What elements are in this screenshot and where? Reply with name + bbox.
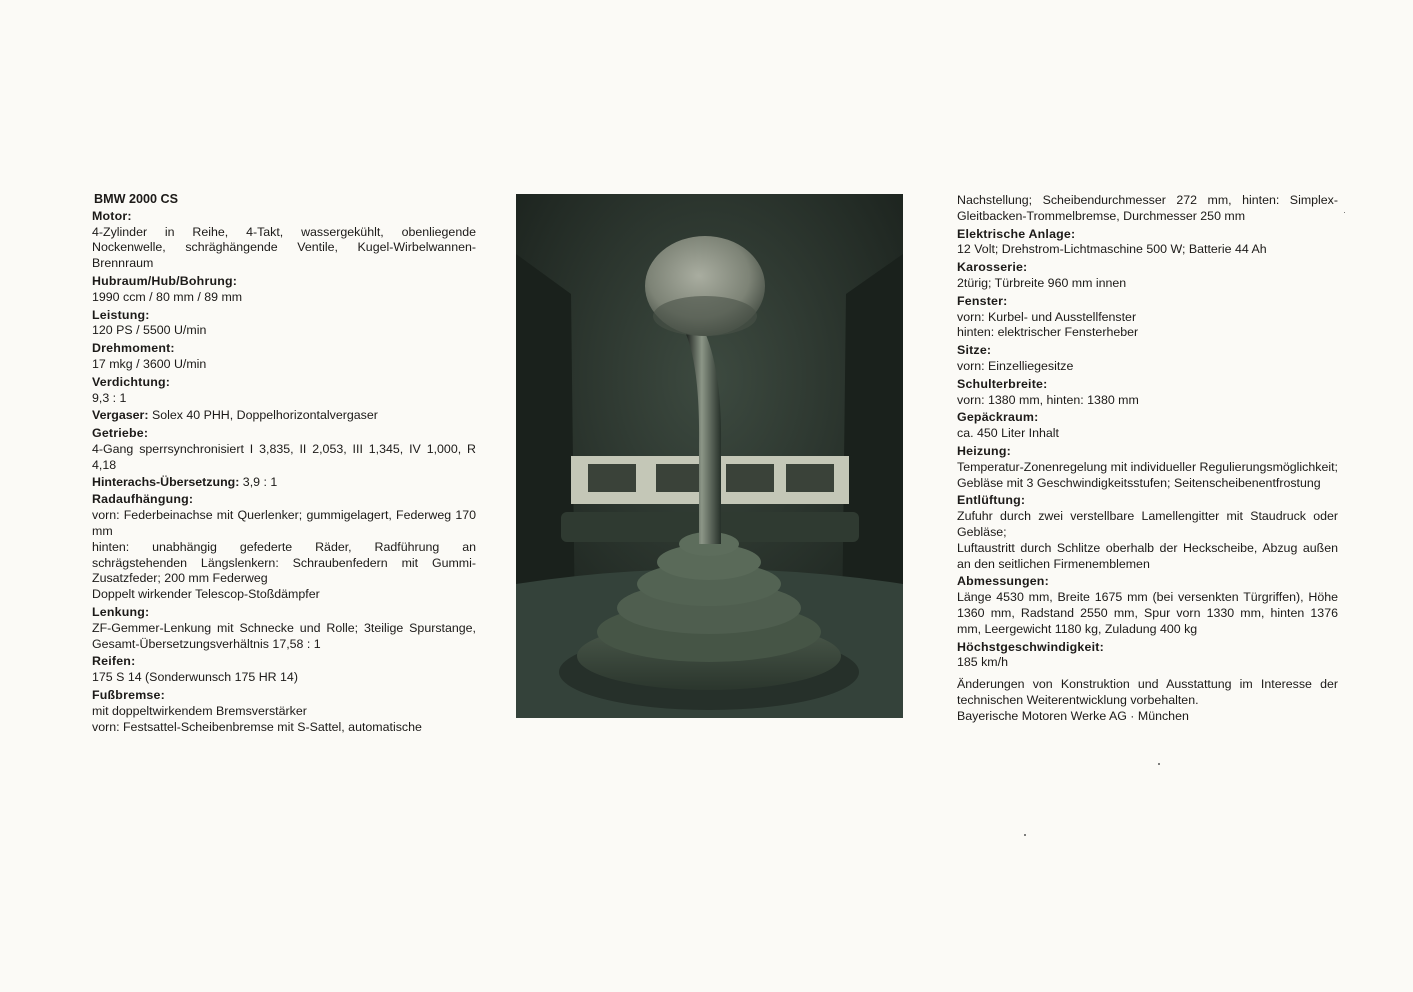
spec-text-entlueftung-austritt: Luftaustritt durch Schlitze oberhalb der Heckscheibe, Abzug außen an den seitlichen Firmenemblemen	[957, 540, 1338, 571]
spec-label-drehmoment: Drehmoment:	[92, 341, 175, 356]
spec-text-sitze: vorn: Einzelliegesitze	[957, 358, 1074, 373]
spec-label-motor: Motor:	[92, 208, 132, 223]
disclaimer-note: Änderungen von Konstruktion und Ausstattung im Interesse der technischen Weiterentwicklung vorbehalten.	[957, 677, 1338, 707]
spec-text-gepaeckraum: ca. 450 Liter Inhalt	[957, 426, 1059, 441]
spec-text-radaufhaengung-vorn: vorn: Federbeinachse mit Querlenker; gummigelagert, Federweg 170 mm	[92, 508, 476, 538]
paper-speck	[1344, 212, 1345, 213]
paper-speck	[1158, 763, 1160, 765]
gear-shift-illustration	[516, 194, 903, 718]
manufacturer-line: Bayerische Motoren Werke AG · München	[957, 708, 1189, 723]
spec-text-fussbremse-2: vorn: Festsattel-Scheibenbremse mit S-Sattel, automatische	[92, 719, 422, 734]
spec-label-gepaeckraum: Gepäckraum:	[957, 410, 1039, 425]
spec-text-leistung: 120 PS / 5500 U/min	[92, 323, 207, 338]
spec-text-fussbremse-cont: Nachstellung; Scheibendurchmesser 272 mm, hinten: Simplex-Gleitbacken-Trommelbremse, Durchmesser 250 mm	[957, 193, 1338, 223]
spec-text-motor: 4-Zylinder in Reihe, 4-Takt, wassergekühlt, obenliegende Nockenwelle, schräghängende Ventile, Kugel-Wirbelwannen-Brennraum	[92, 224, 476, 271]
spec-text-elektrik: 12 Volt; Drehstrom-Lichtmaschine 500 W; Batterie 44 Ah	[957, 242, 1267, 257]
spec-text-hoechstgeschwindigkeit: 185 km/h	[957, 655, 1008, 670]
spec-text-schulterbreite: vorn: 1380 mm, hinten: 1380 mm	[957, 392, 1139, 407]
page-title: BMW 2000 CS	[94, 192, 178, 206]
spec-text-hubraum: 1990 ccm / 80 mm / 89 mm	[92, 289, 243, 304]
spec-text-entlueftung-zufuhr: Zufuhr durch zwei verstellbare Lamellengitter mit Staudruck oder Gebläse;	[957, 509, 1338, 539]
spec-label-hoechstgeschwindigkeit: Höchstgeschwindigkeit:	[957, 639, 1104, 654]
spec-text-lenkung: ZF-Gemmer-Lenkung mit Schnecke und Rolle; 3teilige Spurstange, Gesamt-Übersetzungsverhältnis 17,58 : 1	[92, 620, 476, 651]
spec-label-abmessungen: Abmessungen:	[957, 574, 1049, 589]
spec-label-entlueftung: Entlüftung:	[957, 493, 1026, 508]
spec-text-abmessungen: Länge 4530 mm, Breite 1675 mm (bei versenkten Türgriffen), Höhe 1360 mm, Radstand 2550 mm, Spur vorn 1330 mm, hinten 1376 mm, Leergewicht 1180 kg, Zuladung 400 kg	[957, 590, 1338, 636]
spec-label-getriebe: Getriebe:	[92, 426, 149, 441]
spec-label-fenster: Fenster:	[957, 293, 1008, 308]
spec-text-fenster-hinten: hinten: elektrischer Fensterheber	[957, 325, 1139, 340]
spec-label-hinterachs: Hinterachs-Übersetzung:	[92, 474, 240, 489]
spec-label-leistung: Leistung:	[92, 307, 150, 322]
spec-text-verdichtung: 9,3 : 1	[92, 390, 127, 405]
spec-label-reifen: Reifen:	[92, 654, 136, 669]
spec-text-getriebe: 4-Gang sperrsynchronisiert I 3,835, II 2,053, III 1,345, IV 1,000, R 4,18	[92, 441, 476, 472]
spec-column-right	[957, 193, 1338, 725]
spec-label-elektrik: Elektrische Anlage:	[957, 226, 1076, 241]
spec-label-hubraum: Hubraum/Hub/Bohrung:	[92, 273, 238, 288]
spec-label-verdichtung: Verdichtung:	[92, 374, 171, 389]
spec-text-drehmoment: 17 mkg / 3600 U/min	[92, 356, 207, 371]
spec-row-vergaser	[92, 408, 476, 424]
spec-text-fussbremse-1: mit doppeltwirkendem Bremsverstärker	[92, 703, 307, 718]
spec-label-sitze: Sitze:	[957, 343, 992, 358]
spec-label-heizung: Heizung:	[957, 443, 1011, 458]
spec-text-fenster-vorn: vorn: Kurbel- und Ausstellfenster	[957, 309, 1137, 324]
gear-shift-lever-photo	[516, 194, 903, 718]
spec-text-hinterachs: 3,9 : 1	[242, 474, 278, 489]
spec-row-hinterachs	[92, 475, 476, 491]
spec-text-heizung: Temperatur-Zonenregelung mit individueller Regulierungsmöglichkeit; Gebläse mit 3 Geschwindigkeitsstufen; Seitenscheibenentfrostung	[957, 459, 1338, 490]
spec-text-radaufhaengung-daempfer: Doppelt wirkender Telescop-Stoßdämpfer	[92, 587, 320, 602]
spec-text-vergaser: Solex 40 PHH, Doppelhorizontalvergaser	[151, 408, 378, 423]
spec-label-lenkung: Lenkung:	[92, 604, 150, 619]
paper-speck	[1024, 834, 1026, 836]
spec-text-radaufhaengung-hinten: hinten: unabhängig gefederte Räder, Radführung an schrägstehenden Längslenkern: Schraubenfedern mit Gummi-Zusatzfeder; 200 mm Federweg	[92, 539, 476, 586]
spec-column-left	[92, 192, 476, 735]
spec-text-karosserie: 2türig; Türbreite 960 mm innen	[957, 275, 1127, 290]
spec-text-reifen: 175 S 14 (Sonderwunsch 175 HR 14)	[92, 670, 298, 685]
spec-label-vergaser: Vergaser:	[92, 408, 149, 423]
spec-label-karosserie: Karosserie:	[957, 260, 1028, 275]
spec-label-schulterbreite: Schulterbreite:	[957, 376, 1048, 391]
spec-label-fussbremse: Fußbremse:	[92, 687, 165, 702]
spec-label-radaufhaengung: Radaufhängung:	[92, 492, 194, 507]
